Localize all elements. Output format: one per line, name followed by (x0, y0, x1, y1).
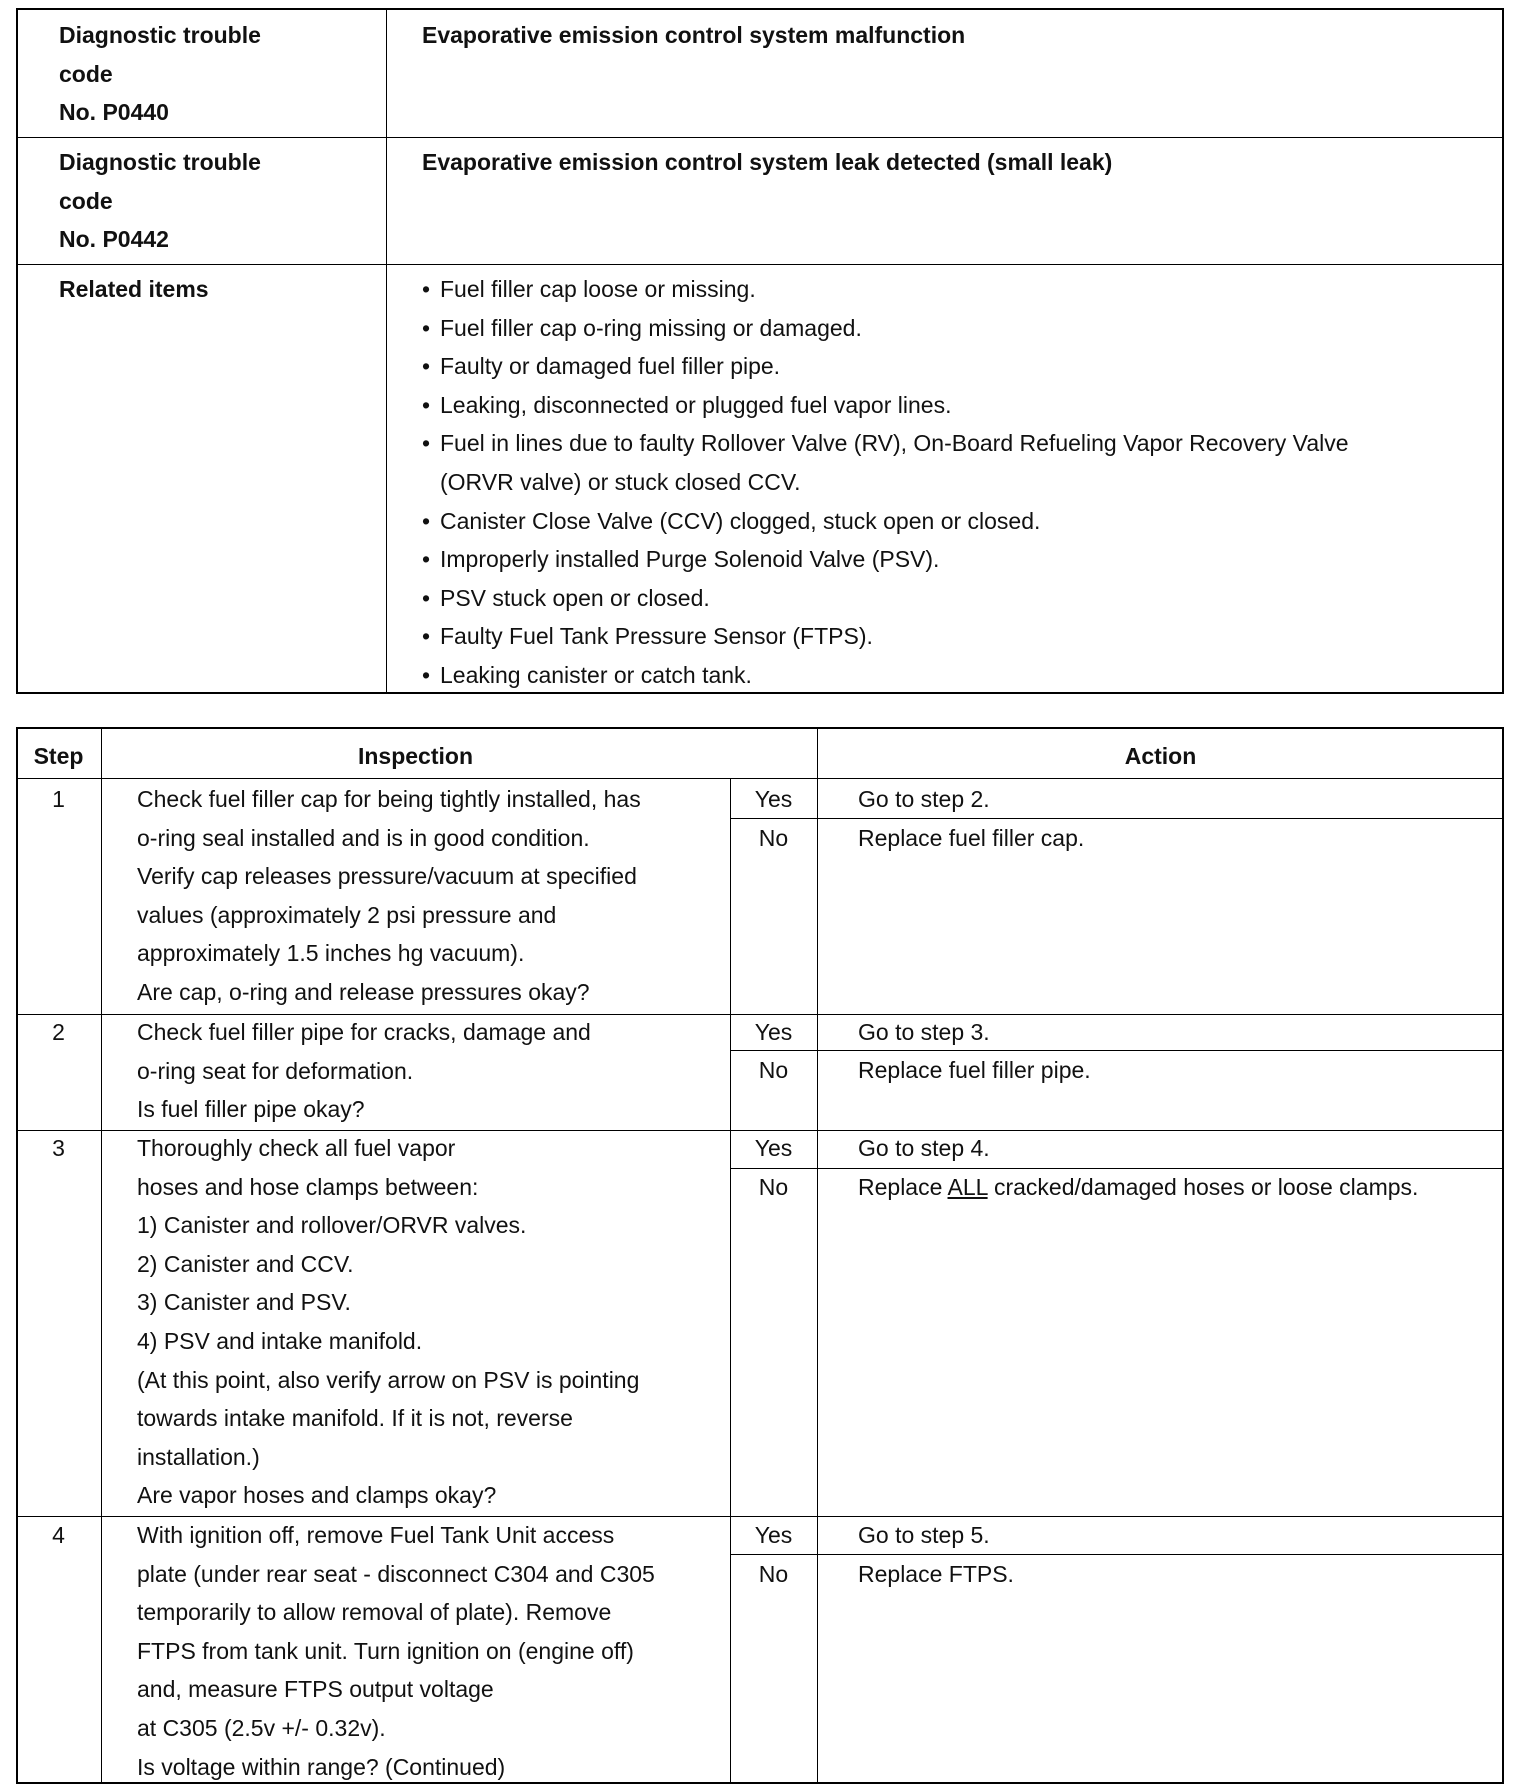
yes-action: Go to step 5. (858, 1522, 990, 1548)
no-label: No (758, 1174, 789, 1200)
list-item: • Improperly installed Purge Solenoid Valve (PSV). (422, 540, 1349, 579)
yes-action: Go to step 4. (858, 1135, 990, 1161)
list-item: • Fuel filler cap loose or missing. (422, 270, 1349, 309)
list-item: • Faulty or damaged fuel filler pipe. (422, 347, 1349, 386)
step-number: 3 (52, 1135, 65, 1161)
no-label: No (758, 825, 789, 851)
action-header: Action (1124, 743, 1197, 769)
list-item: • Fuel in lines due to faulty Rollover Valve (RV), On-Board Refueling Vapor Recovery Valve (422, 424, 1349, 463)
list-item: • Canister Close Valve (CCV) clogged, stuck open or closed. (422, 502, 1349, 541)
dtc-p0442-description: Evaporative emission control system leak detected (small leak) (422, 149, 1113, 175)
step-number: 4 (52, 1522, 65, 1548)
dtc-column-divider (386, 8, 387, 694)
related-items-label: Related items (59, 276, 209, 302)
step-number: 1 (52, 786, 65, 812)
list-item: • Leaking canister or catch tank. (422, 656, 1349, 695)
step-number: 2 (52, 1019, 65, 1045)
list-item-continuation: (ORVR valve) or stuck closed CCV. (440, 468, 801, 495)
step-header: Step (33, 743, 84, 769)
inspection-header: Inspection (357, 743, 473, 769)
no-action: Replace fuel filler cap. (858, 825, 1085, 851)
inspection-text: Thoroughly check all fuel vapor hoses and hose clamps between: 1) Canister and rollover/ORVR valves. 2) Canister and CCV. 3) Canister and PSV. 4) PSV and intake manifold. (At this point, also verify arrow on PSV is pointing towards intake manifold. If it is not, reverse installation.) Are vapor hoses and clamps okay? (137, 1135, 640, 1509)
yes-label: Yes (754, 786, 793, 812)
inspection-text: Check fuel filler cap for being tightly installed, has o-ring seal installed and is in good condition. Verify cap releases pressure/vacuum at specified values (approximately 2 psi pressure and approximately 1.5 inches hg vacuum). Are cap, o-ring and release pressures okay? (137, 786, 641, 1005)
no-label: No (758, 1561, 789, 1587)
yes-no-divider-step-4 (730, 1554, 1504, 1555)
header-divider (16, 778, 1504, 779)
list-item: • Fuel filler cap o-ring missing or damaged. (422, 309, 1349, 348)
yes-no-divider-step-1 (730, 818, 1504, 819)
inspection-text: With ignition off, remove Fuel Tank Unit access plate (under rear seat - disconnect C304 and C305 temporarily to allow removal of plate). Remove FTPS from tank unit. Turn ignition on (engine off) and, measure FTPS output voltage at C305 (2.5v +/- 0.32v). Is voltage within range? (Continued) (137, 1522, 655, 1780)
yes-action: Go to step 3. (858, 1019, 990, 1045)
list-item: • Faulty Fuel Tank Pressure Sensor (FTPS). (422, 617, 1349, 656)
no-action: Replace ALL cracked/damaged hoses or loose clamps. (858, 1174, 1419, 1200)
yes-label: Yes (754, 1522, 793, 1548)
yes-label: Yes (754, 1019, 793, 1045)
dtc-row-divider-2 (16, 264, 1504, 265)
action-column-divider (817, 727, 818, 1784)
step-column-divider (101, 727, 102, 1784)
dtc-p0440-label: Diagnostic trouble code No. P0440 (59, 22, 261, 126)
no-label: No (758, 1057, 789, 1083)
no-action: Replace FTPS. (858, 1561, 1014, 1587)
inspection-text: Check fuel filler pipe for cracks, damage and o-ring seat for deformation. Is fuel filler pipe okay? (137, 1019, 591, 1123)
dtc-p0442-label: Diagnostic trouble code No. P0442 (59, 149, 261, 253)
no-action: Replace fuel filler pipe. (858, 1057, 1091, 1083)
list-item: • Leaking, disconnected or plugged fuel vapor lines. (422, 386, 1349, 425)
yes-label: Yes (754, 1135, 793, 1161)
yes-action: Go to step 2. (858, 786, 990, 812)
list-item: • PSV stuck open or closed. (422, 579, 1349, 618)
dtc-row-divider-1 (16, 137, 1504, 138)
yes-no-divider-step-2 (730, 1050, 1504, 1051)
dtc-p0440-description: Evaporative emission control system malfunction (422, 22, 966, 48)
related-items-list (422, 270, 1349, 695)
yesno-column-divider (730, 778, 731, 1784)
